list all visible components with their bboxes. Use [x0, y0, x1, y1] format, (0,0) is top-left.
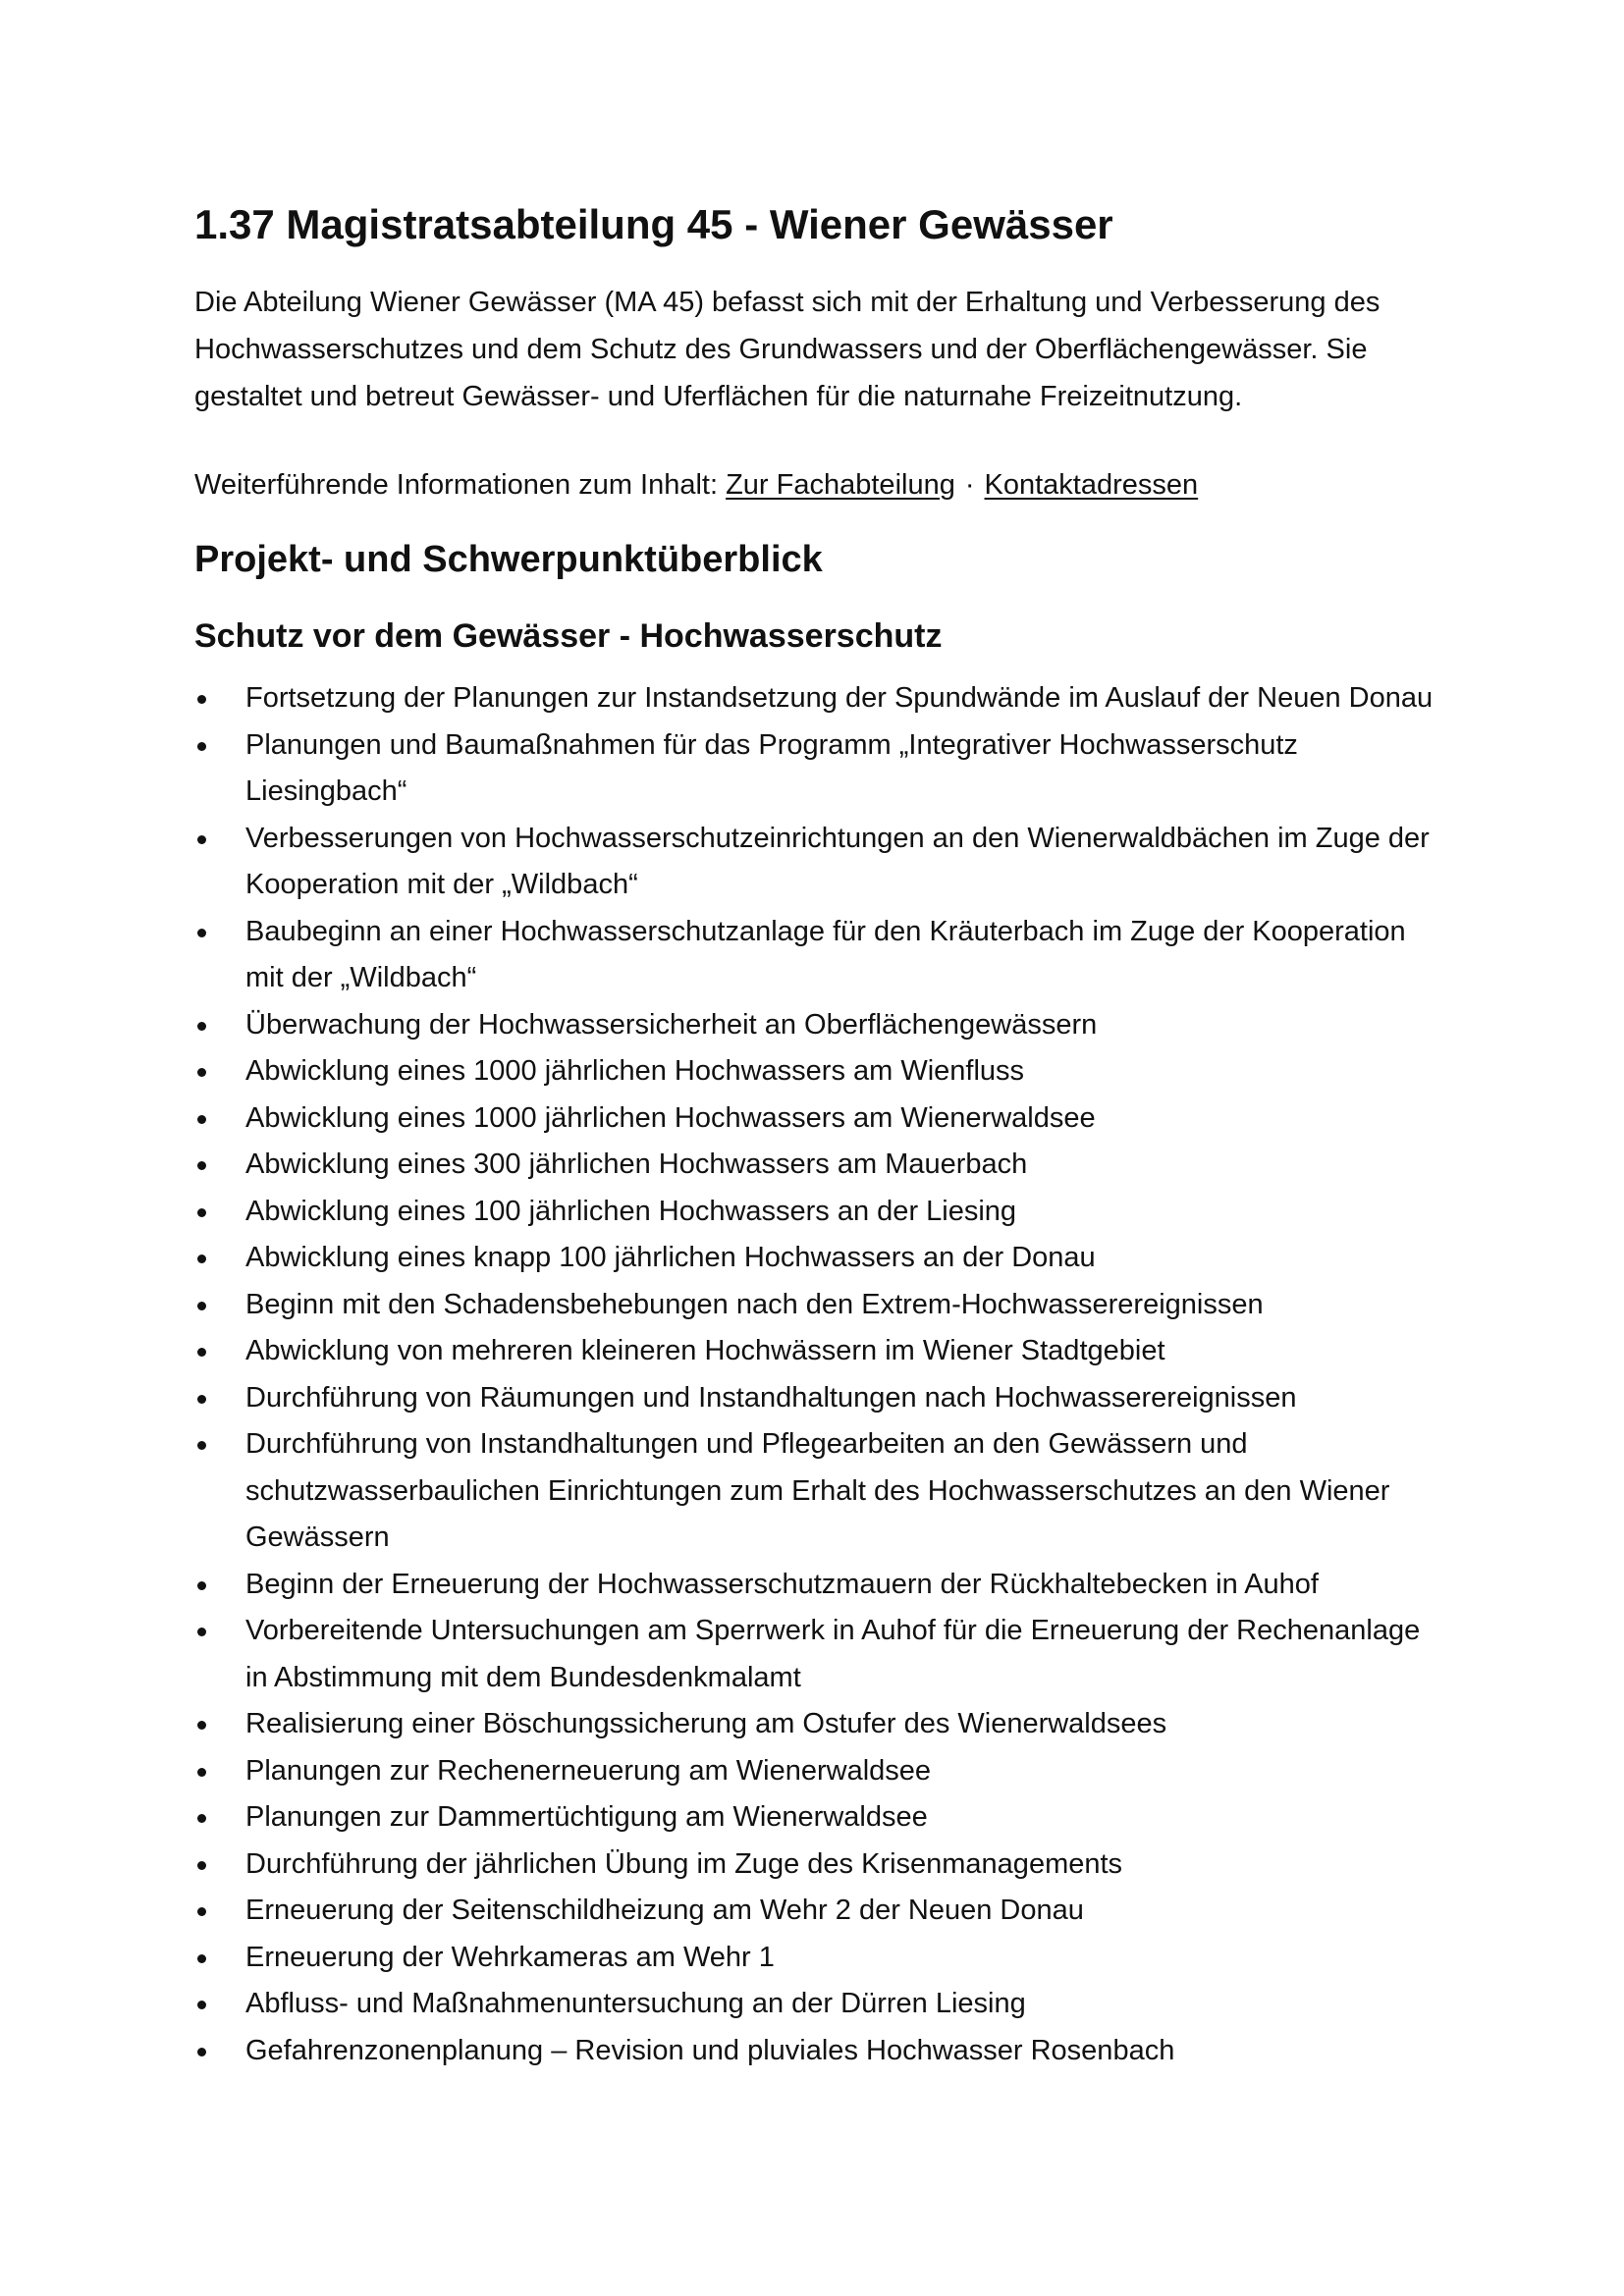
- section-title: Projekt- und Schwerpunktüberblick: [194, 539, 823, 580]
- list-item: Planungen zur Rechenerneuerung am Wienerwaldsee: [194, 1748, 1441, 1795]
- page-title: 1.37 Magistratsabteilung 45 - Wiener Gewässer: [194, 201, 1113, 247]
- list-item: Erneuerung der Wehrkameras am Wehr 1: [194, 1935, 1441, 1982]
- document-page: [194, 196, 1441, 2074]
- list-item: Abwicklung eines 1000 jährlichen Hochwassers am Wienerwaldsee: [194, 1095, 1441, 1143]
- further-info-line: [194, 461, 1441, 508]
- bullet-list: [194, 675, 1441, 2074]
- list-item: Verbesserungen von Hochwasserschutzeinrichtungen an den Wienerwaldbächen im Zuge der Kooperation mit der „Wildbach“: [194, 816, 1441, 909]
- list-item: Abwicklung eines knapp 100 jährlichen Hochwassers an der Donau: [194, 1235, 1441, 1282]
- list-item: Abwicklung von mehreren kleineren Hochwässern im Wiener Stadtgebiet: [194, 1328, 1441, 1375]
- list-item: Gefahrenzonenplanung – Revision und pluviales Hochwasser Rosenbach: [194, 2028, 1441, 2075]
- further-info-label: Weiterführende Informationen zum Inhalt:: [194, 469, 719, 501]
- list-item: Baubeginn an einer Hochwasserschutzanlage für den Kräuterbach im Zuge der Kooperation mit der „Wildbach“: [194, 909, 1441, 1002]
- list-item: Vorbereitende Untersuchungen am Sperrwerk in Auhof für die Erneuerung der Rechenanlage in Abstimmung mit dem Bundesdenkmalamt: [194, 1608, 1441, 1701]
- list-item: Abfluss- und Maßnahmenuntersuchung an der Dürren Liesing: [194, 1981, 1441, 2028]
- list-item: Planungen und Baumaßnahmen für das Programm „Integrativer Hochwasserschutz Liesingbach“: [194, 722, 1441, 816]
- list-item: Abwicklung eines 300 jährlichen Hochwassers am Mauerbach: [194, 1142, 1441, 1189]
- intro-paragraph: Die Abteilung Wiener Gewässer (MA 45) befasst sich mit der Erhaltung und Verbesserung des Hochwasserschutzes und dem Schutz des Grundwassers und der Oberflächengewässer. Sie gestaltet und betreut Gewässer- und Uferflächen für die naturnahe Freizeitnutzung.: [194, 287, 1380, 412]
- list-item: Überwachung der Hochwassersicherheit an Oberflächengewässern: [194, 1002, 1441, 1049]
- list-item: Abwicklung eines 1000 jährlichen Hochwassers am Wienfluss: [194, 1048, 1441, 1095]
- link-kontaktadressen[interactable]: Kontaktadressen: [984, 469, 1199, 501]
- list-item: Realisierung einer Böschungssicherung am Ostufer des Wienerwaldsees: [194, 1701, 1441, 1748]
- link-separator: ·: [964, 469, 975, 501]
- list-item: Beginn der Erneuerung der Hochwasserschutzmauern der Rückhaltebecken in Auhof: [194, 1562, 1441, 1609]
- list-item: Abwicklung eines 100 jährlichen Hochwassers an der Liesing: [194, 1189, 1441, 1236]
- subsection-title: Schutz vor dem Gewässer - Hochwasserschutz: [194, 617, 943, 655]
- list-item: Fortsetzung der Planungen zur Instandsetzung der Spundwände im Auslauf der Neuen Donau: [194, 675, 1441, 722]
- link-fachabteilung[interactable]: Zur Fachabteilung: [726, 469, 955, 501]
- list-item: Beginn mit den Schadensbehebungen nach den Extrem-Hochwasserereignissen: [194, 1282, 1441, 1329]
- list-item: Planungen zur Dammertüchtigung am Wienerwaldsee: [194, 1794, 1441, 1842]
- list-item: Erneuerung der Seitenschildheizung am Wehr 2 der Neuen Donau: [194, 1888, 1441, 1935]
- list-item: Durchführung von Instandhaltungen und Pflegearbeiten an den Gewässern und schutzwasserbaulichen Einrichtungen zum Erhalt des Hochwasserschutzes an den Wiener Gewässern: [194, 1421, 1441, 1562]
- list-item: Durchführung von Räumungen und Instandhaltungen nach Hochwasserereignissen: [194, 1375, 1441, 1422]
- list-item: Durchführung der jährlichen Übung im Zuge des Krisenmanagements: [194, 1842, 1441, 1889]
